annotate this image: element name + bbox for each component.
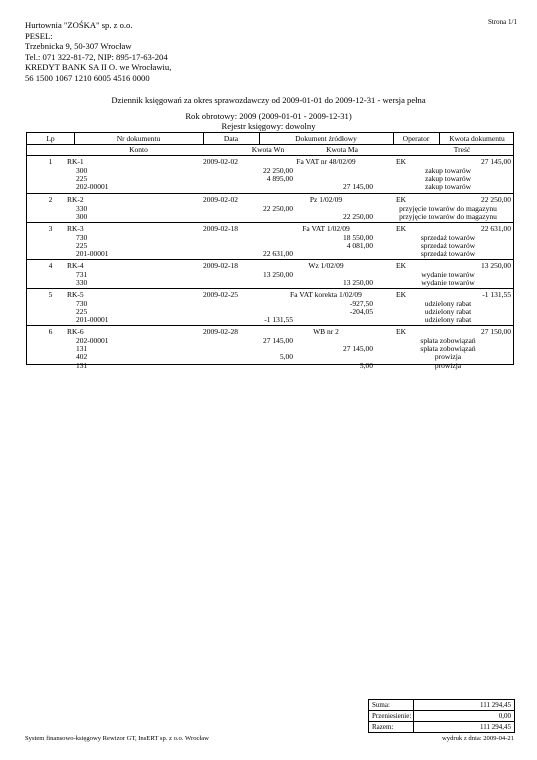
journal-entry — [27, 325, 513, 371]
entry-lp: 2 — [48, 194, 53, 204]
summary-box — [368, 699, 515, 733]
col-header-konto: Konto — [129, 145, 148, 154]
line-credit-amount: 22 250,00 — [343, 212, 373, 222]
summary-label: Przeniesienie: — [372, 712, 412, 720]
entry-lp: 1 — [48, 156, 53, 166]
entry-amount: 22 631,00 — [481, 223, 511, 233]
line-description: udzielony rabat — [424, 315, 472, 325]
line-description: prowizja — [434, 352, 462, 362]
entry-source-document: Fa VAT nr 48/02/09 — [296, 156, 356, 166]
entry-document-number: RK-1 — [67, 156, 84, 166]
company-bank: KREDYT BANK SA II O. we Wrocławiu, — [25, 62, 172, 73]
line-credit-amount: 27 145,00 — [343, 182, 373, 192]
entry-document-number: RK-4 — [67, 260, 84, 270]
line-description: zakup towarów — [424, 173, 472, 183]
company-header — [25, 20, 171, 84]
line-account: 300 — [76, 165, 88, 175]
line-description: sprzedaż towarów — [420, 232, 476, 242]
line-credit-amount: 4 081,00 — [346, 240, 373, 250]
entry-operator: EK — [396, 156, 406, 166]
entry-document-number: RK-2 — [67, 194, 84, 204]
col-header-operator: Operator — [402, 134, 430, 143]
line-credit-amount: 13 250,00 — [343, 278, 373, 288]
entry-date: 2009-02-25 — [203, 289, 238, 299]
line-account: 330 — [76, 278, 88, 288]
col-header-data: Data — [223, 134, 239, 143]
entry-date: 2009-02-02 — [203, 194, 238, 204]
line-account: 730 — [76, 298, 88, 308]
page-number: Strona 1/1 — [488, 18, 517, 26]
footer-print-date: wydruk z dnia: 2009-04-21 — [442, 735, 514, 742]
line-description: udzielony rabat — [424, 298, 472, 308]
fiscal-year: Rok obrotowy: 2009 (2009-01-01 - 2009-12-31) — [185, 111, 352, 121]
entry-document-number: RK-3 — [67, 223, 84, 233]
line-description: sprzedaż towarów — [420, 249, 476, 259]
summary-row-suma — [369, 700, 514, 710]
line-description: spłata zobowiązań — [420, 344, 476, 354]
line-description: zakup towarów — [424, 182, 472, 192]
line-account: 131 — [76, 360, 88, 370]
entry-amount: 22 250,00 — [481, 194, 511, 204]
line-debit-amount: 22 250,00 — [263, 203, 293, 213]
journal-entry — [27, 156, 513, 193]
line-debit-amount: 13 250,00 — [263, 269, 293, 279]
line-account: 225 — [76, 306, 88, 316]
entry-amount: 13 250,00 — [481, 260, 511, 270]
entry-source-document: Pz 1/02/09 — [309, 194, 343, 204]
entry-date: 2009-02-28 — [203, 326, 238, 336]
line-credit-amount: -927,50 — [349, 298, 373, 308]
journal-entry — [27, 193, 513, 222]
summary-value: 0,00 — [498, 712, 511, 720]
line-account: 300 — [76, 212, 88, 222]
entry-amount: 27 150,00 — [481, 326, 511, 336]
line-debit-amount: 22 250,00 — [263, 165, 293, 175]
line-description: wydanie towarów — [421, 269, 475, 279]
entry-amount: 27 145,00 — [481, 156, 511, 166]
company-account: 56 1500 1067 1210 6005 4516 0000 — [25, 72, 150, 83]
line-debit-amount: 4 895,00 — [266, 173, 293, 183]
line-debit-amount: 5,00 — [279, 352, 293, 362]
line-description: zakup towarów — [424, 165, 472, 175]
line-account: 201-00001 — [76, 249, 109, 259]
entry-source-document: Fa VAT 1/02/09 — [302, 223, 350, 233]
company-name: Hurtownia "ZOŚKA" sp. z o.o. — [25, 20, 133, 30]
entry-operator: EK — [396, 260, 406, 270]
company-pesel: PESEL: — [25, 30, 53, 41]
line-account: 202-00001 — [76, 182, 109, 192]
line-account: 225 — [76, 240, 88, 250]
entry-date: 2009-02-02 — [203, 156, 238, 166]
line-account: 730 — [76, 232, 88, 242]
line-credit-amount: 18 550,00 — [343, 232, 373, 242]
line-description: sprzedaż towarów — [420, 240, 476, 250]
entry-operator: EK — [396, 326, 406, 336]
entry-lp: 4 — [48, 260, 53, 270]
entry-operator: EK — [396, 223, 406, 233]
entry-date: 2009-02-18 — [203, 223, 238, 233]
journal-entry — [27, 222, 513, 259]
line-account: 202-00001 — [76, 335, 109, 345]
journal-entry — [27, 259, 513, 288]
entry-source-document: Fa VAT korekta 1/02/09 — [290, 289, 362, 299]
col-header-kwota-ma: Kwota Ma — [326, 145, 358, 154]
summary-row-razem — [369, 721, 514, 732]
line-description: wydanie towarów — [421, 278, 475, 288]
entry-lp: 3 — [48, 223, 53, 233]
line-account: 131 — [76, 344, 88, 354]
line-description: prowizja — [434, 360, 462, 370]
line-debit-amount: -1 131,55 — [264, 315, 293, 325]
entry-lp: 6 — [48, 326, 53, 336]
report-title: Dziennik księgowań za okres sprawozdawczy od 2009-01-01 do 2009-12-31 - wersja pełna — [111, 95, 426, 105]
journal-table — [26, 132, 514, 370]
register-label: Rejestr księgowy: dowolny — [221, 121, 316, 131]
entry-lp: 5 — [48, 289, 53, 299]
line-debit-amount: 22 631,00 — [263, 249, 293, 259]
col-header-lp: Lp — [46, 134, 55, 143]
entry-document-number: RK-5 — [67, 289, 84, 299]
entry-document-number: RK-6 — [67, 326, 84, 336]
summary-value: 111 294,45 — [480, 701, 511, 709]
col-header-dokument-zrodlowy: Dokument źródłowy — [295, 134, 357, 143]
line-debit-amount: 27 145,00 — [263, 335, 293, 345]
entry-source-document: Wz 1/02/09 — [308, 260, 344, 270]
line-account: 201-00001 — [76, 315, 109, 325]
line-description: przyjęcie towarów do magazynu — [399, 212, 497, 222]
journal-entry — [27, 288, 513, 325]
entry-operator: EK — [396, 194, 406, 204]
line-account: 731 — [76, 269, 88, 279]
line-description: udzielony rabat — [424, 306, 472, 316]
col-header-kwota-dokumentu: Kwota dokumentu — [449, 134, 505, 143]
col-header-tresc: Treść — [453, 145, 471, 154]
entry-amount: -1 131,55 — [482, 289, 511, 299]
line-account: 225 — [76, 173, 88, 183]
line-account: 330 — [76, 203, 88, 213]
entry-source-document: WB nr 2 — [313, 326, 339, 336]
summary-label: Suma: — [372, 701, 390, 709]
summary-row-przeniesienie — [369, 710, 514, 721]
entry-operator: EK — [396, 289, 406, 299]
line-credit-amount: 5,00 — [359, 360, 373, 370]
summary-label: Razem: — [372, 723, 394, 731]
line-credit-amount: 27 145,00 — [343, 344, 373, 354]
entry-date: 2009-02-18 — [203, 260, 238, 270]
col-header-nr-dokumentu: Nr dokumentu — [116, 134, 161, 143]
col-header-kwota-wn: Kwota Wn — [251, 145, 285, 154]
footer-software: System finansowo-księgowy Rewizor GT, InsERT sp. z o.o. Wrocław — [25, 735, 209, 742]
summary-value: 111 294,45 — [480, 723, 511, 731]
line-account: 402 — [76, 352, 88, 362]
line-description: przyjęcie towarów do magazynu — [399, 203, 497, 213]
line-description: spłata zobowiązań — [420, 335, 476, 345]
line-credit-amount: -204,05 — [349, 306, 373, 316]
company-phone-nip: Tel.: 071 322-81-72, NIP: 895-17-63-204 — [25, 51, 168, 62]
company-address: Trzebnicka 9, 50-307 Wrocław — [25, 41, 132, 52]
